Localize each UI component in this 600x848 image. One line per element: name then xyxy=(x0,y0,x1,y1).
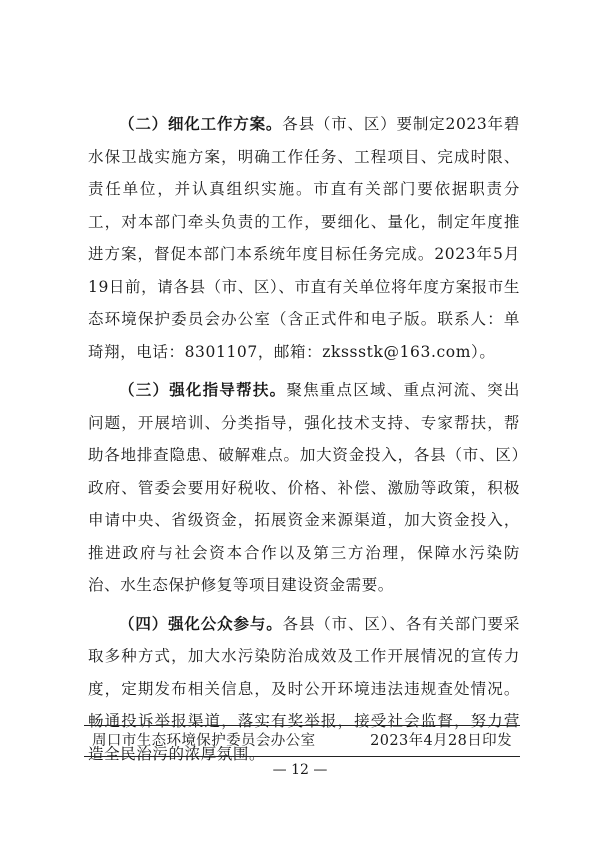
paragraph-guidance-support xyxy=(88,374,520,602)
paragraph-text: 聚焦重点区域、重点河流、突出问题，开展培训、分类指导，强化技术支持、专家帮扶，帮助各地排查隐患、破解难点。加大资金投入，各县（市、区）政府、管委会要用好税收、价格、补偿、激励等政策，积极申请中央、省级资金，拓展资金来源渠道，加大资金投入，推进政府与社会资本合作以及第三方治理，保障水污染防治、水生态保护修复等项目建设资金需要。 xyxy=(88,381,520,594)
paragraph-heading: （二）细化工作方案。 xyxy=(119,114,283,133)
body-text xyxy=(88,108,520,776)
footer-issuing-office: 周口市生态环境保护委员会办公室 xyxy=(92,733,316,749)
paragraph-heading: （四）强化公众参与。 xyxy=(119,613,283,633)
paragraph-refine-plan xyxy=(88,108,520,368)
paragraph-heading: （三）强化指导帮扶。 xyxy=(119,380,287,399)
footer-top-rule xyxy=(84,725,520,726)
paragraph-text: 各县（市、区）要制定2023年碧水保卫战实施方案，明确工作任务、工程项目、完成时限、责任单位，并认真组织实施。市直有关部门要依据职责分工，对本部门牵头负责的工作，要细化、量化，制定年度推进方案，督促本部门本系统年度目标任务完成。2023年5月19日前，请各县（市、区）、市直有关单位将年度方案报市生态环境保护委员会办公室（含正式件和电子版。联系人：单琦翔，电话：8301107，邮箱：zkssstk@163.com）。 xyxy=(88,115,520,361)
footer-print-date: 2023年4月28日印发 xyxy=(370,733,512,749)
footer-bottom-rule xyxy=(84,756,520,757)
page-number: — 12 — xyxy=(272,762,328,778)
paragraph-text: 各县（市、区）、各有关部门要采取多种方式，加大水污染防治成效及工作开展情况的宣传力度，定期发布相关信息，及时公开环境违法违规查处情况。畅通投诉举报渠道，落实有奖举报，接受社会监督，努力营造全民治污的浓厚氛围。 xyxy=(88,614,520,763)
